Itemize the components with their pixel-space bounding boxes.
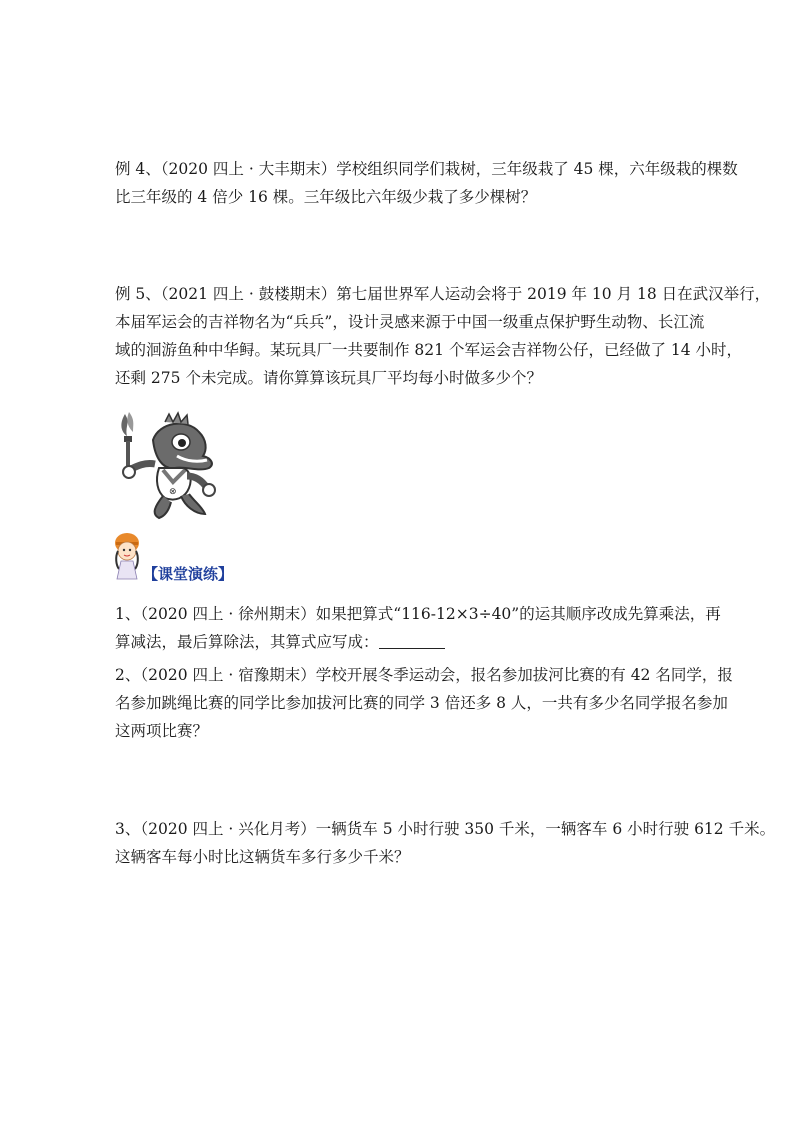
practice-question-2 xyxy=(115,661,755,745)
question-1-line-2-text: 算减法，最后算除法，其算式应写成： xyxy=(115,633,379,651)
question-1-line-1: 1、（2020 四上 · 徐州期末）如果把算式“116-12×3÷40”的运其顺序改成先算乘法，再 xyxy=(115,605,721,623)
practice-question-1 xyxy=(115,600,755,656)
svg-text:⊗: ⊗ xyxy=(169,487,177,497)
answer-blank[interactable] xyxy=(379,630,445,649)
practice-title: 【课堂演练】 xyxy=(143,565,234,583)
question-2-line-1: 2、（2020 四上 · 宿豫期末）学校开展冬季运动会，报名参加拔河比赛的有 42 名同学，报 xyxy=(115,666,733,684)
practice-question-3 xyxy=(115,815,776,871)
question-3-line-2: 这辆客车每小时比这辆货车多行多少千米？ xyxy=(115,848,410,866)
question-3-line-1: 3、（2020 四上 · 兴化月考）一辆货车 5 小时行驶 350 千米，一辆客车 6 小时行驶 612 千米。 xyxy=(115,820,776,838)
question-2-line-2: 名参加跳绳比赛的同学比参加拔河比赛的同学 3 倍还多 8 人，一共有多少名同学报名参加 xyxy=(115,694,728,712)
example-5-line-1: 例 5、（2021 四上 · 鼓楼期末）第七届世界军人运动会将于 2019 年 10 月 18 日在武汉举行， xyxy=(115,285,771,303)
girl-cartoon-icon xyxy=(113,531,145,583)
mascot-bingbing-image xyxy=(115,410,225,522)
example-4-line-2: 比三年级的 4 倍少 16 棵。三年级比六年级少栽了多少棵树？ xyxy=(115,188,537,206)
practice-section-header xyxy=(113,531,313,583)
example-4 xyxy=(115,155,755,211)
example-5-line-2: 本届军运会的吉祥物名为“兵兵”，设计灵感来源于中国一级重点保护野生动物、长江流 xyxy=(115,313,705,331)
example-4-line-1: 例 4、（2020 四上 · 大丰期末）学校组织同学们栽树，三年级栽了 45 棵，六年级栽的棵数 xyxy=(115,160,738,178)
example-5 xyxy=(115,280,771,392)
question-1-line-2 xyxy=(115,628,755,656)
example-5-line-4: 还剩 275 个未完成。请你算算该玩具厂平均每小时做多少个？ xyxy=(115,369,542,387)
question-2-line-3: 这两项比赛？ xyxy=(115,722,209,740)
example-5-line-3: 域的洄游鱼种中华鲟。某玩具厂一共要制作 821 个军运会吉祥物公仔，已经做了 14 小时， xyxy=(115,341,743,359)
